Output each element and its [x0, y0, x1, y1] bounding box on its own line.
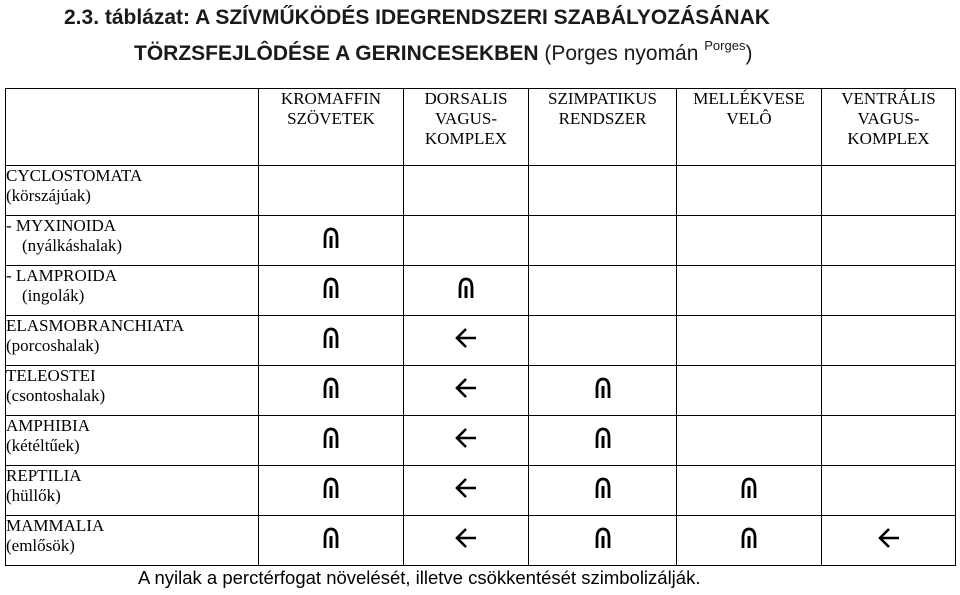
table-cell [259, 266, 404, 316]
table-cell [404, 516, 529, 566]
increase-arrow-icon [319, 276, 343, 300]
taxon-name: - MYXINOIDA [6, 216, 117, 235]
table-cell [822, 316, 956, 366]
increase-arrow-icon [319, 476, 343, 500]
table-cell [529, 166, 677, 216]
increase-arrow-icon [737, 476, 761, 500]
table-cell [404, 416, 529, 466]
table-body [6, 166, 956, 566]
table-cell [822, 466, 956, 516]
table-cell [259, 416, 404, 466]
table-cell [404, 266, 529, 316]
table-cell [259, 466, 404, 516]
table-cell [677, 316, 822, 366]
row-header [6, 516, 259, 566]
taxon-name: ELASMOBRANCHIATA [6, 316, 185, 335]
phylogeny-table [5, 88, 956, 566]
decrease-arrow-icon [454, 476, 478, 500]
column-header: DORSALIS VAGUS- KOMPLEX [404, 89, 529, 166]
decrease-arrow-icon [454, 326, 478, 350]
table-cell [822, 216, 956, 266]
row-header [6, 266, 259, 316]
increase-arrow-icon [319, 426, 343, 450]
table-cell [677, 416, 822, 466]
table-cell [404, 366, 529, 416]
title-source: (Porges nyomán [544, 42, 699, 65]
table-cell [677, 366, 822, 416]
increase-arrow-icon [319, 526, 343, 550]
increase-arrow-icon [319, 376, 343, 400]
column-header: SZIMPATIKUS RENDSZER [529, 89, 677, 166]
column-header: VENTRÁLIS VAGUS- KOMPLEX [822, 89, 956, 166]
row-header [6, 466, 259, 516]
taxon-common-name: (kétéltűek) [6, 436, 80, 455]
taxon-common-name: (emlősök) [6, 536, 75, 555]
table-row [6, 366, 956, 416]
table-row [6, 516, 956, 566]
increase-arrow-icon [319, 226, 343, 250]
table-cell [529, 516, 677, 566]
row-header [6, 416, 259, 466]
taxon-common-name: (hüllők) [6, 486, 61, 505]
table-cell [822, 166, 956, 216]
table-row [6, 166, 956, 216]
increase-arrow-icon [591, 376, 615, 400]
table-cell [529, 466, 677, 516]
title-close-paren: ) [745, 42, 753, 65]
table-cell [677, 166, 822, 216]
decrease-arrow-icon [454, 376, 478, 400]
taxon-common-name: (körszájúak) [6, 186, 91, 205]
decrease-arrow-icon [454, 526, 478, 550]
table-row [6, 266, 956, 316]
table-row [6, 316, 956, 366]
taxon-common-name: (nyálkáshalak) [22, 236, 123, 255]
title-superscript: Porges [704, 38, 746, 53]
taxon-common-name: (csontoshalak) [6, 386, 106, 405]
table-cell [259, 366, 404, 416]
table-row [6, 216, 956, 266]
table-cell [404, 216, 529, 266]
decrease-arrow-icon [877, 526, 901, 550]
table-cell [822, 416, 956, 466]
corner-cell [6, 89, 259, 166]
header-row [6, 89, 956, 166]
taxon-name: - LAMPROIDA [6, 266, 117, 285]
taxon-name: CYCLOSTOMATA [6, 166, 143, 185]
table-cell [677, 266, 822, 316]
taxon-name: AMPHIBIA [6, 416, 91, 435]
column-header: KROMAFFIN SZÖVETEK [259, 89, 404, 166]
table-cell [404, 466, 529, 516]
title-line-2 [64, 32, 944, 68]
taxon-name: REPTILIA [6, 466, 82, 485]
footnote: A nyilak a perctérfogat növelését, illetve csökkentését szimbolizálják. [138, 567, 701, 588]
table-cell [677, 216, 822, 266]
taxon-common-name: (ingolák) [22, 286, 85, 305]
table-cell [404, 316, 529, 366]
row-header [6, 166, 259, 216]
taxon-name: TELEOSTEI [6, 366, 96, 385]
increase-arrow-icon [591, 526, 615, 550]
increase-arrow-icon [591, 426, 615, 450]
row-header [6, 366, 259, 416]
table-cell [259, 516, 404, 566]
column-header: MELLÉKVESE VELÔ [677, 89, 822, 166]
table-cell [529, 416, 677, 466]
title-line-1: 2.3. táblázat: A SZÍVMŰKÖDÉS IDEGRENDSZERI SZABÁLYOZÁSÁNAK [64, 6, 770, 29]
table-cell [822, 516, 956, 566]
table-cell [529, 316, 677, 366]
increase-arrow-icon [591, 476, 615, 500]
table-title [64, 4, 944, 68]
table-cell [529, 216, 677, 266]
table-cell [677, 516, 822, 566]
table-row [6, 466, 956, 516]
increase-arrow-icon [454, 276, 478, 300]
table-cell [529, 266, 677, 316]
increase-arrow-icon [319, 326, 343, 350]
increase-arrow-icon [737, 526, 761, 550]
decrease-arrow-icon [454, 426, 478, 450]
table-row [6, 416, 956, 466]
title-line-2-bold: TÖRZSFEJLÔDÉSE A GERINCESEKBEN [134, 42, 539, 65]
table-cell [404, 166, 529, 216]
table-cell [677, 466, 822, 516]
row-header [6, 316, 259, 366]
table-cell [259, 166, 404, 216]
table-cell [259, 216, 404, 266]
taxon-common-name: (porcoshalak) [6, 336, 100, 355]
table-cell [822, 266, 956, 316]
row-header [6, 216, 259, 266]
table-cell [822, 366, 956, 416]
table-cell [259, 316, 404, 366]
table-cell [529, 366, 677, 416]
taxon-name: MAMMALIA [6, 516, 105, 535]
